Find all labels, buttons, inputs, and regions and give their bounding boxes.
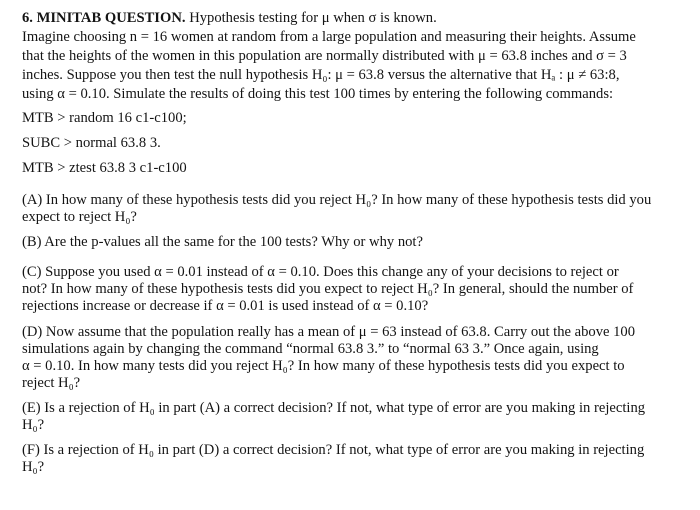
part-d-line: α = 0.10. In how many tests did you reject H₀? In how many of these hypothesis tests did you expect to	[22, 358, 625, 374]
part-c-line: (C) Suppose you used α = 0.01 instead of α = 0.10. Does this change any of your decisions to reject or	[22, 264, 619, 280]
intro-line: Imagine choosing n = 16 women at random from a large population and measuring their heights. Assume	[22, 29, 636, 45]
part-a-line: expect to reject H₀?	[22, 209, 137, 225]
command-line: MTB > ztest 63.8 3 c1-c100	[22, 160, 187, 176]
question-heading: 6. MINITAB QUESTION.	[22, 10, 186, 26]
part-e-line: (E) Is a rejection of H₀ in part (A) a correct decision? If not, what type of error are you making in rejecting	[22, 400, 646, 416]
intro-line: using α = 0.10. Simulate the results of doing this test 100 times by entering the following commands:	[22, 86, 614, 102]
part-a-line: (A) In how many of these hypothesis tests did you reject H₀? In how many of these hypothesis tests did you	[22, 192, 652, 208]
part-f-line: H₀?	[22, 459, 45, 475]
intro-line: that the heights of the women in this population are normally distributed with μ = 63.8 inches and σ = 3	[22, 48, 627, 64]
question-subtitle: Hypothesis testing for μ when σ is known.	[189, 10, 437, 26]
part-b-line: (B) Are the p-values all the same for the 100 tests? Why or why not?	[22, 234, 423, 250]
command-line: SUBC > normal 63.8 3.	[22, 135, 161, 151]
part-e-line: H₀?	[22, 417, 45, 433]
part-f-line: (F) Is a rejection of H₀ in part (D) a correct decision? If not, what type of error are you making in rejecting	[22, 442, 645, 458]
part-d-line: reject H₀?	[22, 375, 81, 391]
part-d-line: (D) Now assume that the population really has a mean of μ = 63 instead of 63.8. Carry out the above 100	[22, 324, 636, 340]
part-c-line: not? In how many of these hypothesis tests did you expect to reject H₀? In general, should the number of	[22, 281, 634, 297]
part-c-line: rejections increase or decrease if α = 0.01 is used instead of α = 0.10?	[22, 298, 429, 314]
intro-line: inches. Suppose you then test the null hypothesis H₀: μ = 63.8 versus the alternative that Hₐ : μ ≠ 63:8,	[22, 67, 620, 83]
part-d-line: simulations again by changing the command “normal 63.8 3.” to “normal 63 3.” Once again, using	[22, 341, 599, 357]
command-line: MTB > random 16 c1-c100;	[22, 110, 187, 126]
question-title-line	[22, 10, 437, 27]
